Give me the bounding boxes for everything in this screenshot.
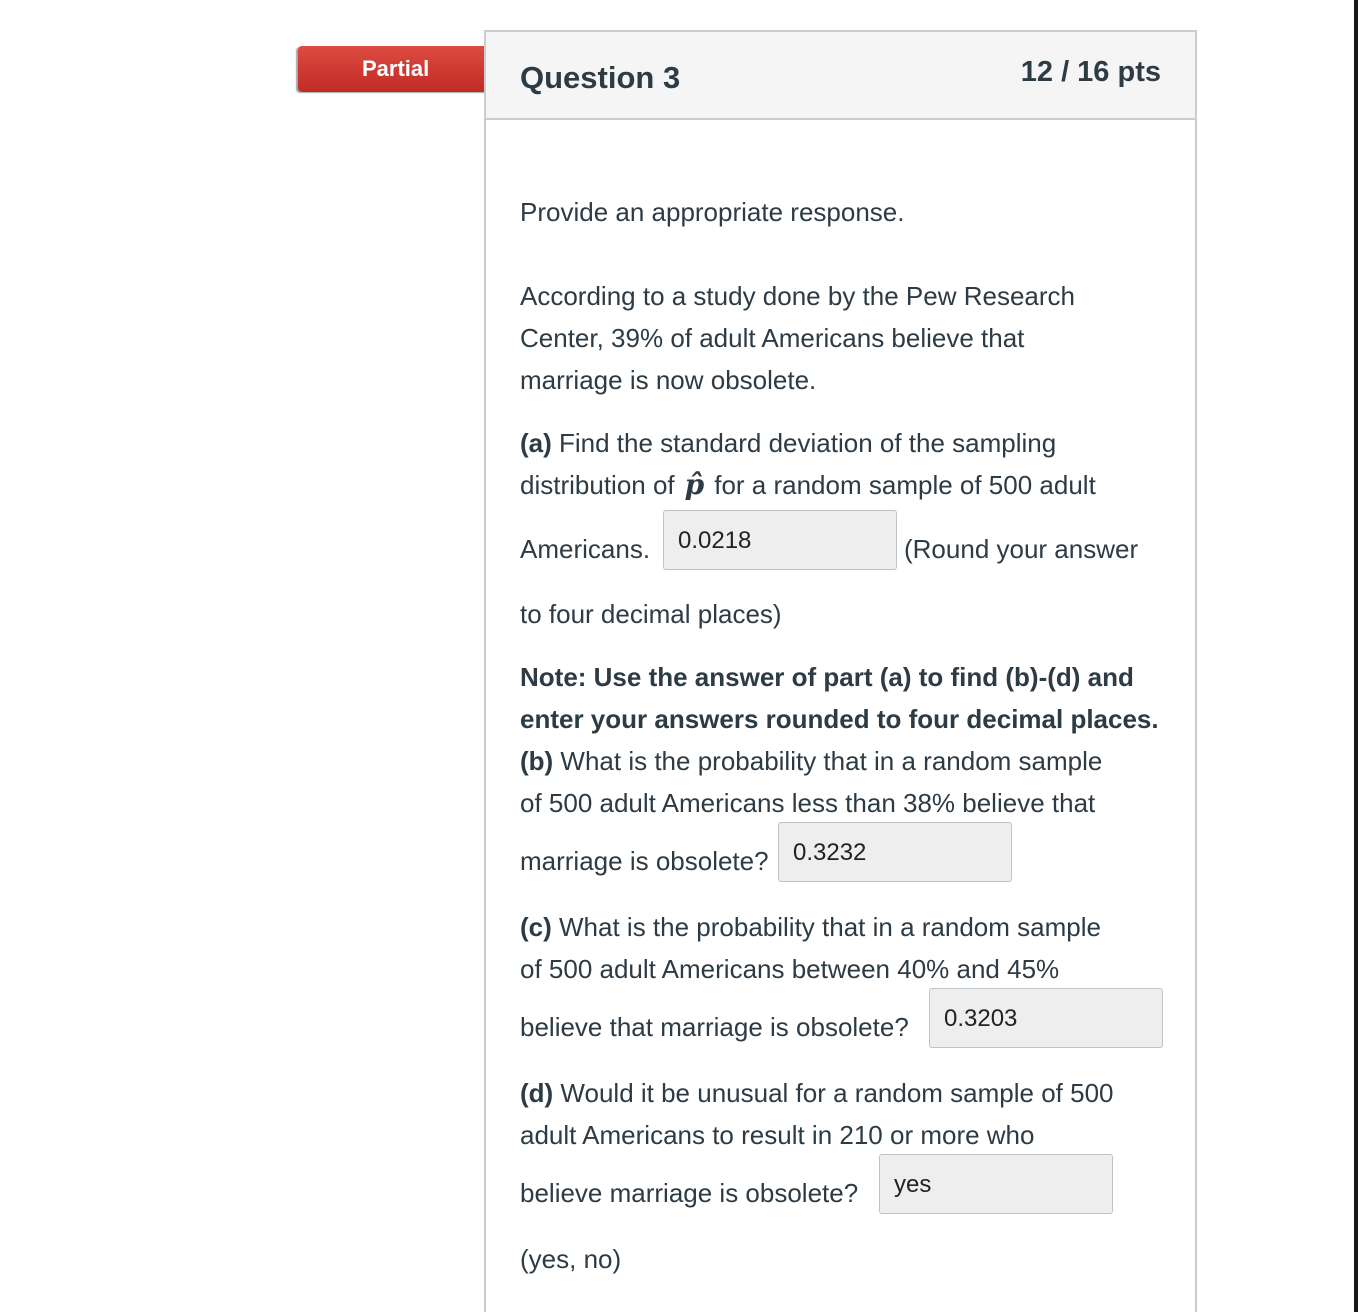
part-a-line-1 [520, 422, 1056, 464]
part-b-label: (b) [520, 746, 554, 776]
part-d-answer-input[interactable]: yes [879, 1154, 1113, 1214]
part-c-text-1: What is the probability that in a random sample [551, 912, 1101, 942]
question-card [484, 30, 1197, 1312]
note-line-1: Note: Use the answer of part (a) to find (b)-(d) and [520, 662, 1134, 692]
window-edge [1354, 0, 1358, 1312]
part-d-line-1 [520, 1072, 1114, 1114]
part-b-line-2: of 500 adult Americans less than 38% believe that [520, 788, 1096, 818]
part-c-answer-input[interactable]: 0.3203 [929, 988, 1163, 1048]
part-a-line-2 [520, 464, 1096, 506]
part-b-line-1 [520, 740, 1102, 782]
question-intro: Provide an appropriate response. [520, 197, 905, 227]
part-c-label: (c) [520, 912, 552, 942]
part-d-line-2: adult Americans to result in 210 or more who [520, 1120, 1035, 1150]
part-a-text-2-post: for a random sample of 500 adult [714, 470, 1096, 500]
part-d-line-3: believe marriage is obsolete? [520, 1178, 859, 1208]
p-hat-symbol: p̂ [684, 468, 705, 501]
part-a-text-1: Find the standard deviation of the sampling [551, 428, 1057, 458]
part-d-label: (d) [520, 1078, 554, 1108]
part-b-text-1: What is the probability that in a random sample [553, 746, 1103, 776]
note-line-2: enter your answers rounded to four decimal places. [520, 704, 1159, 734]
question-title: Question 3 [520, 60, 681, 95]
context-line-3: marriage is now obsolete. [520, 365, 817, 395]
partial-status-banner: Partial [298, 46, 488, 92]
part-a-line-4: to four decimal places) [520, 599, 782, 629]
part-a-line-3-post: (Round your answer [904, 534, 1139, 564]
part-c-line-2: of 500 adult Americans between 40% and 45% [520, 954, 1060, 984]
question-header [486, 32, 1195, 120]
part-b-answer-input[interactable]: 0.3232 [778, 822, 1012, 882]
part-b-line-3: marriage is obsolete? [520, 846, 769, 876]
part-d-text-1: Would it be unusual for a random sample of 500 [553, 1078, 1114, 1108]
part-a-label: (a) [520, 428, 552, 458]
context-line-1: According to a study done by the Pew Research [520, 281, 1075, 311]
context-line-2: Center, 39% of adult Americans believe that [520, 323, 1025, 353]
part-d-options: (yes, no) [520, 1244, 622, 1274]
part-c-line-3: believe that marriage is obsolete? [520, 1012, 909, 1042]
part-a-text-2-pre: distribution of [520, 470, 675, 500]
question-points: 12 / 16 pts [1020, 56, 1161, 88]
part-a-answer-input[interactable]: 0.0218 [663, 510, 897, 570]
part-c-line-1 [520, 906, 1101, 948]
part-a-line-3-pre: Americans. [520, 534, 651, 564]
